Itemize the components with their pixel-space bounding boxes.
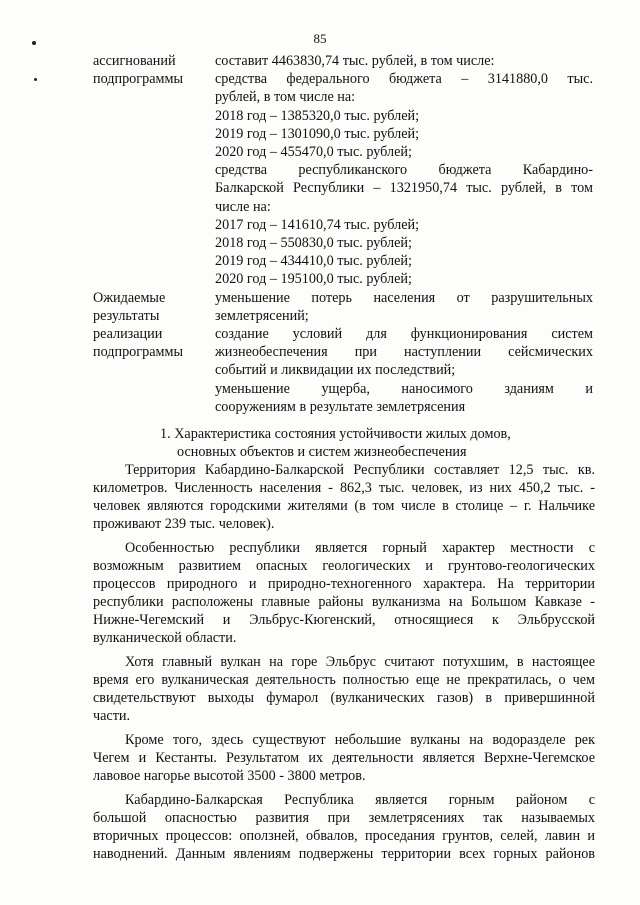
- paragraph-mountains: [93, 539, 595, 647]
- paragraph-hazards: [93, 791, 595, 863]
- results-line: жизнеобеспечения при наступлении сейсмических: [215, 344, 593, 361]
- results-value: [215, 289, 593, 416]
- funding-line: составит 4463830,74 тыс. рублей, в том числе:: [215, 53, 495, 69]
- text-line: проживают 239 тыс. человек).: [93, 516, 275, 532]
- margin-dot-2: [34, 78, 37, 81]
- text-line: вулканической области.: [93, 630, 237, 646]
- text-line: большой опасностью развития при землетрясениях так называемых: [93, 810, 595, 826]
- text-line: Нижне-Чегемский и Эльбрус-Кюгенский, относящиеся к Эльбрусской: [93, 612, 595, 628]
- text-line: лавовое нагорье высотой 3500 - 3800 метров.: [93, 768, 366, 784]
- text-line: Кроме того, здесь существуют небольшие вулканы на водоразделе рек: [125, 732, 595, 748]
- funding-line: Балкарской Республики – 1321950,74 тыс. рублей, в том: [215, 180, 593, 197]
- text-line: Хотя главный вулкан на горе Эльбрус считают потухшим, в настоящее: [125, 654, 595, 670]
- results-line: уменьшение потерь населения от разрушительных: [215, 289, 593, 306]
- passport-table: [93, 52, 593, 416]
- funding-line: рублей, в том числе на:: [215, 89, 356, 106]
- results-label-line: результаты: [93, 307, 160, 324]
- paragraph-elbrus: [93, 653, 595, 725]
- margin-dot-1: [32, 41, 36, 45]
- text-line: километров. Численность населения - 862,3 тыс. человек, из них 450,2 тыс. -: [93, 480, 595, 496]
- text-line: процессов природного и природно-техногенного характера. На территории: [93, 576, 595, 592]
- funding-line: 2020 год – 455470,0 тыс. рублей;: [215, 144, 412, 161]
- text-line: свидетельствуют выходы фумарол (вулканических газов) в привершинной: [93, 690, 595, 706]
- results-row: [93, 289, 593, 416]
- funding-label-line: ассигнований: [93, 53, 176, 69]
- funding-value: [215, 52, 593, 289]
- funding-label-line: подпрограммы: [93, 71, 183, 88]
- funding-line: 2017 год – 141610,74 тыс. рублей;: [215, 216, 420, 233]
- text-line: время его вулканическая деятельность полностью еще не прекратилась, о чем: [93, 672, 595, 688]
- text-line: вторичных процессов: оползней, обвалов, проседания грунтов, селей, лавин и: [93, 828, 595, 844]
- results-label-line: реализации: [93, 326, 163, 343]
- text-line: Особенностью республики является горный характер местности с: [125, 540, 595, 556]
- text-line: возможным развитием опасных геологических и грунтово-геологических: [93, 558, 595, 574]
- results-line: создание условий для функционирования систем: [215, 326, 593, 343]
- text-line: Территория Кабардино-Балкарской Республики составляет 12,5 тыс. кв.: [125, 462, 595, 478]
- results-line: сооружениям в результате землетрясения: [215, 398, 466, 415]
- paragraph-volcanoes: [93, 731, 595, 785]
- section-heading-line: 1. Характеристика состояния устойчивости жилых домов,: [160, 426, 511, 442]
- results-line: событий и ликвидации их последствий;: [215, 362, 456, 379]
- results-line: уменьшение ущерба, наносимого зданиям и: [215, 380, 593, 397]
- page-number: 85: [313, 31, 327, 46]
- body-text: [93, 461, 595, 869]
- section-heading: [160, 425, 580, 461]
- text-line: республики расположены главные районы вулканизма на Большом Кавказе -: [93, 594, 595, 610]
- funding-line: средства федерального бюджета – 3141880,0 тыс.: [215, 71, 593, 88]
- funding-line: 2018 год – 550830,0 тыс. рублей;: [215, 235, 412, 252]
- section-heading-line: основных объектов и систем жизнеобеспечения: [177, 444, 467, 460]
- text-line: человек являются городскими жителями (в том числе в столице – г. Нальчике: [93, 498, 595, 514]
- results-line: землетрясений;: [215, 307, 309, 324]
- text-line: Кабардино-Балкарская Республика является горным районом с: [125, 792, 595, 808]
- funding-line: 2020 год – 195100,0 тыс. рублей;: [215, 271, 412, 288]
- results-label-line: Ожидаемые: [93, 289, 166, 306]
- funding-line: 2019 год – 1301090,0 тыс. рублей;: [215, 125, 420, 142]
- paragraph-territory: [93, 461, 595, 533]
- funding-line: средства республиканского бюджета Кабардино-: [215, 162, 593, 179]
- funding-row: [93, 52, 593, 289]
- text-line: наводнений. Данным явлениям подвержены территории всех горных районов: [93, 846, 595, 862]
- text-line: части.: [93, 708, 131, 724]
- funding-label: [93, 52, 215, 289]
- funding-line: 2018 год – 1385320,0 тыс. рублей;: [215, 107, 420, 124]
- results-label: [93, 289, 215, 416]
- results-label-line: подпрограммы: [93, 344, 183, 361]
- text-line: Чегем и Кестанты. Результатом их деятельности является Верхне-Чегемское: [93, 750, 595, 766]
- funding-line: числе на:: [215, 198, 271, 215]
- funding-line: 2019 год – 434410,0 тыс. рублей;: [215, 253, 412, 270]
